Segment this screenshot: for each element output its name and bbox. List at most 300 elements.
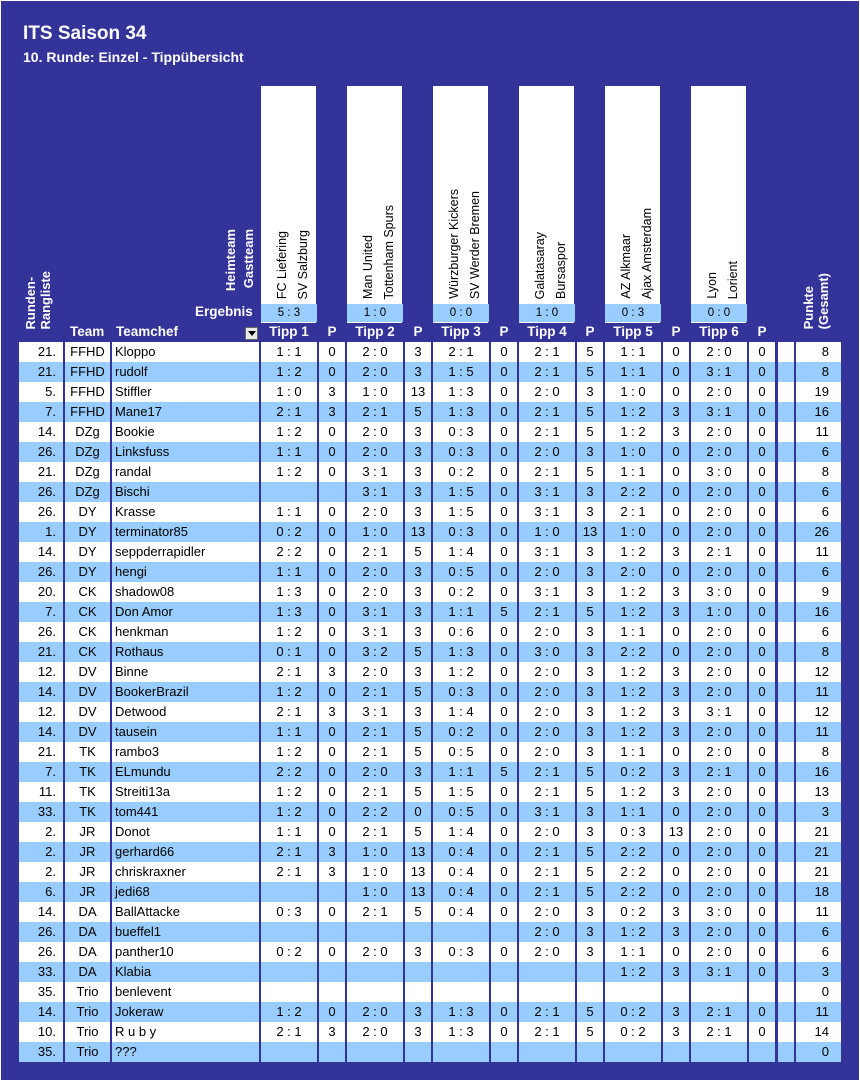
teamchef-cell: benlevent xyxy=(112,982,259,1002)
points-cell: 3 xyxy=(319,842,345,862)
teamchef-cell: Linksfuss xyxy=(112,442,259,462)
tipp-cell: 2 : 0 xyxy=(519,722,575,742)
tipp-cell: 1 : 2 xyxy=(261,462,317,482)
points-cell: 3 xyxy=(577,722,603,742)
points-cell: 0 xyxy=(491,342,517,362)
tipp-cell: 2 : 0 xyxy=(519,382,575,402)
tipp-cell: 1 : 1 xyxy=(605,462,661,482)
tipp-cell: 1 : 1 xyxy=(261,502,317,522)
tipp-header: Tipp 3 xyxy=(441,324,481,339)
tipp-cell: 3 : 1 xyxy=(347,622,403,642)
tipp-cell xyxy=(261,1042,317,1062)
total-points-cell: 3 xyxy=(796,802,841,822)
rank-cell: 21. xyxy=(19,642,63,662)
team-cell: FFHD xyxy=(65,402,110,422)
tipp-cell xyxy=(347,962,403,982)
points-cell: 3 xyxy=(663,902,689,922)
points-cell: 3 xyxy=(319,702,345,722)
tipp-cell: 1 : 1 xyxy=(605,622,661,642)
total-points-cell: 8 xyxy=(796,742,841,762)
points-cell: 0 xyxy=(749,362,775,382)
points-cell: 5 xyxy=(577,1002,603,1022)
tipp-cell: 2 : 2 xyxy=(605,842,661,862)
points-cell: 3 xyxy=(405,1002,431,1022)
tipp-cell: 2 : 0 xyxy=(347,1002,403,1022)
points-cell: 0 xyxy=(749,922,775,942)
points-cell: 0 xyxy=(491,382,517,402)
tipp-cell: 1 : 2 xyxy=(261,682,317,702)
rank-cell: 2. xyxy=(19,842,63,862)
rank-cell: 1. xyxy=(19,522,63,542)
points-cell: 0 xyxy=(319,362,345,382)
tipp-cell: 1 : 0 xyxy=(347,882,403,902)
teamchef-cell: BookerBrazil xyxy=(112,682,259,702)
tipp-cell: 3 : 1 xyxy=(519,542,575,562)
table-row xyxy=(1,542,859,562)
spacer-cell xyxy=(778,1042,794,1062)
points-cell: 5 xyxy=(577,1022,603,1042)
spacer-cell xyxy=(778,742,794,762)
tipp-cell xyxy=(261,922,317,942)
points-cell: 3 xyxy=(663,702,689,722)
teamchef-cell: Binne xyxy=(112,662,259,682)
rank-cell: 14. xyxy=(19,902,63,922)
tipp-cell: 1 : 3 xyxy=(433,402,489,422)
points-cell: 3 xyxy=(405,462,431,482)
points-cell: 3 xyxy=(405,662,431,682)
match-2-header xyxy=(347,86,402,323)
team-cell: DY xyxy=(65,542,110,562)
points-cell: 3 xyxy=(577,562,603,582)
tipp-cell: 2 : 2 xyxy=(261,762,317,782)
tipp-cell: 2 : 1 xyxy=(347,722,403,742)
teamchef-cell: panther10 xyxy=(112,942,259,962)
tipp-cell: 1 : 2 xyxy=(261,422,317,442)
tipp-cell: 1 : 2 xyxy=(261,802,317,822)
points-cell: 3 xyxy=(405,582,431,602)
spacer-cell xyxy=(778,402,794,422)
tipp-cell: 2 : 0 xyxy=(691,882,747,902)
tipp-cell: 0 : 4 xyxy=(433,902,489,922)
tipp-cell: 2 : 0 xyxy=(519,682,575,702)
table-row xyxy=(1,402,859,422)
tipp-cell: 2 : 0 xyxy=(691,802,747,822)
tipp-cell: 2 : 1 xyxy=(261,862,317,882)
rank-cell: 14. xyxy=(19,542,63,562)
points-cell: 5 xyxy=(491,602,517,622)
total-points-cell: 8 xyxy=(796,362,841,382)
points-cell: 3 xyxy=(405,342,431,362)
table-row xyxy=(1,462,859,482)
points-cell xyxy=(319,1042,345,1062)
tipp-cell: 2 : 2 xyxy=(347,802,403,822)
points-cell: 3 xyxy=(663,922,689,942)
points-cell: 3 xyxy=(405,442,431,462)
tipp-cell: 3 : 0 xyxy=(691,462,747,482)
team-cell: DV xyxy=(65,682,110,702)
tipp-cell: 2 : 1 xyxy=(519,1022,575,1042)
team-cell: JR xyxy=(65,882,110,902)
points-cell: 3 xyxy=(405,942,431,962)
points-cell: 0 xyxy=(749,842,775,862)
tipp-cell: 3 : 1 xyxy=(519,482,575,502)
tipp-cell: 1 : 3 xyxy=(433,382,489,402)
tipp-cell: 2 : 0 xyxy=(519,742,575,762)
teamchef-cell: Bischi xyxy=(112,482,259,502)
tipp-cell: 0 : 3 xyxy=(433,942,489,962)
tipp-cell: 2 : 0 xyxy=(519,562,575,582)
points-cell: 5 xyxy=(405,722,431,742)
points-cell: 0 xyxy=(319,1002,345,1022)
points-cell: 0 xyxy=(319,622,345,642)
points-cell: 13 xyxy=(405,522,431,542)
tipp-cell: 1 : 1 xyxy=(605,802,661,822)
team-cell: FFHD xyxy=(65,342,110,362)
total-points-cell: 12 xyxy=(796,702,841,722)
team-cell: CK xyxy=(65,582,110,602)
points-cell: 0 xyxy=(319,782,345,802)
points-cell: 3 xyxy=(405,362,431,382)
team-cell: FFHD xyxy=(65,382,110,402)
tipp-cell xyxy=(261,982,317,1002)
points-header: P xyxy=(413,324,423,339)
tipp-cell: 1 : 0 xyxy=(605,522,661,542)
team-cell: CK xyxy=(65,642,110,662)
points-cell: 0 xyxy=(663,622,689,642)
ergebnis-label: Ergebnis xyxy=(195,304,253,319)
team-cell: DA xyxy=(65,902,110,922)
tipp-cell: 2 : 0 xyxy=(691,662,747,682)
points-cell: 0 xyxy=(749,562,775,582)
total-points-cell: 16 xyxy=(796,402,841,422)
tipp-cell: 2 : 1 xyxy=(433,342,489,362)
tipp-cell: 3 : 1 xyxy=(347,702,403,722)
points-cell xyxy=(319,982,345,1002)
team-cell: DZg xyxy=(65,442,110,462)
spacer-cell xyxy=(778,642,794,662)
teamchef-cell: Don Amor xyxy=(112,602,259,622)
tipp-cell: 1 : 0 xyxy=(605,382,661,402)
tipp-cell: 1 : 2 xyxy=(261,622,317,642)
rank-cell: 14. xyxy=(19,722,63,742)
points-cell xyxy=(491,962,517,982)
tipp-cell: 2 : 0 xyxy=(347,662,403,682)
points-cell: 0 xyxy=(491,842,517,862)
tipp-cell: 1 : 2 xyxy=(605,422,661,442)
tipp-cell: 2 : 1 xyxy=(347,682,403,702)
away-team-label: Lorient xyxy=(726,260,740,299)
points-cell: 3 xyxy=(319,402,345,422)
points-cell: 0 xyxy=(319,742,345,762)
away-team-label: SV Werder Bremen xyxy=(468,190,482,299)
tipp-cell: 1 : 1 xyxy=(261,822,317,842)
team-cell: Trio xyxy=(65,1022,110,1042)
tipp-cell: 0 : 2 xyxy=(605,1002,661,1022)
points-cell: 0 xyxy=(319,502,345,522)
tipp-cell: 2 : 0 xyxy=(691,422,747,442)
tipp-cell: 1 : 1 xyxy=(261,442,317,462)
tipp-cell: 2 : 0 xyxy=(691,382,747,402)
rank-cell: 14. xyxy=(19,682,63,702)
points-cell: 3 xyxy=(577,442,603,462)
points-cell: 3 xyxy=(577,482,603,502)
team-cell: TK xyxy=(65,782,110,802)
spacer-cell xyxy=(778,502,794,522)
tipp-cell: 2 : 0 xyxy=(347,342,403,362)
points-cell: 0 xyxy=(319,602,345,622)
tipp-cell: 1 : 0 xyxy=(347,382,403,402)
points-cell: 0 xyxy=(405,802,431,822)
team-cell: DV xyxy=(65,722,110,742)
points-cell: 0 xyxy=(491,742,517,762)
points-header: P xyxy=(757,324,767,339)
teamchef-cell: randal xyxy=(112,462,259,482)
rank-cell: 11. xyxy=(19,782,63,802)
tipp-cell: 1 : 2 xyxy=(605,722,661,742)
points-cell: 0 xyxy=(663,442,689,462)
points-cell: 0 xyxy=(491,882,517,902)
points-cell: 3 xyxy=(405,422,431,442)
points-cell: 3 xyxy=(577,822,603,842)
points-cell: 5 xyxy=(405,542,431,562)
points-cell: 0 xyxy=(491,562,517,582)
tipp-cell: 2 : 0 xyxy=(519,662,575,682)
points-cell: 13 xyxy=(405,842,431,862)
table-row xyxy=(1,422,859,442)
tipp-cell: 0 : 3 xyxy=(433,522,489,542)
points-cell: 0 xyxy=(663,842,689,862)
points-cell: 13 xyxy=(577,522,603,542)
rank-cell: 26. xyxy=(19,502,63,522)
points-cell: 0 xyxy=(491,702,517,722)
spacer-cell xyxy=(778,562,794,582)
tipp-cell: 3 : 0 xyxy=(691,582,747,602)
rank-cell: 2. xyxy=(19,822,63,842)
points-cell: 0 xyxy=(491,802,517,822)
points-cell: 5 xyxy=(577,362,603,382)
team-cell: Trio xyxy=(65,982,110,1002)
tipp-cell xyxy=(261,482,317,502)
tipp-cell: 3 : 1 xyxy=(519,582,575,602)
points-cell: 3 xyxy=(405,502,431,522)
teamchef-cell: Rothaus xyxy=(112,642,259,662)
points-cell: 0 xyxy=(319,802,345,822)
tipp-cell: 2 : 0 xyxy=(691,922,747,942)
points-cell: 0 xyxy=(749,722,775,742)
total-points-cell: 11 xyxy=(796,542,841,562)
tipp-cell: 2 : 0 xyxy=(691,502,747,522)
tipp-cell: 2 : 1 xyxy=(519,882,575,902)
rank-cell: 26. xyxy=(19,622,63,642)
tipp-cell: 1 : 0 xyxy=(347,842,403,862)
team-cell: TK xyxy=(65,762,110,782)
table-row xyxy=(1,822,859,842)
total-points-cell: 6 xyxy=(796,502,841,522)
points-cell: 0 xyxy=(749,522,775,542)
tipp-cell: 2 : 0 xyxy=(519,922,575,942)
points-cell: 0 xyxy=(749,902,775,922)
spacer-cell xyxy=(778,682,794,702)
points-cell: 0 xyxy=(319,542,345,562)
tipp-cell xyxy=(433,962,489,982)
table-row xyxy=(1,722,859,742)
rank-cell: 7. xyxy=(19,402,63,422)
points-cell xyxy=(491,1042,517,1062)
table-row xyxy=(1,522,859,542)
tipp-cell: 0 : 5 xyxy=(433,742,489,762)
filter-dropdown-button[interactable] xyxy=(245,327,258,340)
tipp-cell: 0 : 3 xyxy=(433,442,489,462)
tipp-cell: 2 : 0 xyxy=(691,622,747,642)
table-row xyxy=(1,762,859,782)
teamchef-cell: ??? xyxy=(112,1042,259,1062)
table-row xyxy=(1,982,859,1002)
spacer-cell xyxy=(778,822,794,842)
tipp-cell: 2 : 0 xyxy=(347,562,403,582)
team-cell: JR xyxy=(65,842,110,862)
team-cell: CK xyxy=(65,602,110,622)
tipp-cell: 1 : 3 xyxy=(261,602,317,622)
page-title: ITS Saison 34 xyxy=(23,23,147,44)
table-row xyxy=(1,842,859,862)
tipp-cell xyxy=(433,1042,489,1062)
points-cell: 0 xyxy=(491,1022,517,1042)
points-cell xyxy=(491,922,517,942)
points-cell: 0 xyxy=(491,402,517,422)
rank-cell: 26. xyxy=(19,442,63,462)
total-points-cell: 6 xyxy=(796,482,841,502)
match-result: 0 : 3 xyxy=(605,304,661,322)
tipp-cell: 2 : 1 xyxy=(519,1002,575,1022)
rank-cell: 33. xyxy=(19,962,63,982)
points-cell: 5 xyxy=(405,402,431,422)
points-cell: 0 xyxy=(491,722,517,742)
tipp-cell: 0 : 2 xyxy=(261,942,317,962)
tipp-cell: 2 : 0 xyxy=(347,762,403,782)
teamchef-cell: Stiffler xyxy=(112,382,259,402)
tipp-cell: 2 : 0 xyxy=(691,842,747,862)
total-points-cell: 9 xyxy=(796,582,841,602)
tipp-cell xyxy=(261,962,317,982)
tipp-cell: 2 : 1 xyxy=(691,542,747,562)
tipp-cell: 2 : 0 xyxy=(347,362,403,382)
rank-cell: 12. xyxy=(19,662,63,682)
points-cell xyxy=(491,982,517,1002)
points-cell: 0 xyxy=(491,462,517,482)
team-cell: DA xyxy=(65,922,110,942)
heimteam-label: Heimteam xyxy=(223,229,238,292)
tipp-cell: 1 : 3 xyxy=(261,582,317,602)
teamchef-cell: tom441 xyxy=(112,802,259,822)
tipp-cell: 2 : 0 xyxy=(691,862,747,882)
points-cell: 3 xyxy=(663,422,689,442)
points-header: P xyxy=(499,324,509,339)
points-cell: 0 xyxy=(749,342,775,362)
rank-cell: 21. xyxy=(19,342,63,362)
match-6-header xyxy=(691,86,746,323)
table-row xyxy=(1,862,859,882)
points-cell: 0 xyxy=(319,342,345,362)
tipp-cell: 0 : 2 xyxy=(605,1022,661,1042)
rank-cell: 20. xyxy=(19,582,63,602)
points-cell: 0 xyxy=(749,682,775,702)
table-row xyxy=(1,642,859,662)
teamchef-cell: Klabia xyxy=(112,962,259,982)
team-cell: Trio xyxy=(65,1042,110,1062)
table-row xyxy=(1,442,859,462)
tipp-cell: 2 : 0 xyxy=(691,442,747,462)
points-cell: 5 xyxy=(405,902,431,922)
points-cell: 0 xyxy=(319,642,345,662)
tipp-cell: 1 : 0 xyxy=(261,382,317,402)
teamchef-cell: seppderrapidler xyxy=(112,542,259,562)
tipp-cell: 1 : 2 xyxy=(261,782,317,802)
points-cell: 5 xyxy=(577,402,603,422)
points-cell: 3 xyxy=(319,382,345,402)
tipp-cell: 0 : 3 xyxy=(605,822,661,842)
tipp-cell: 1 : 0 xyxy=(347,522,403,542)
points-cell: 0 xyxy=(491,902,517,922)
points-cell: 0 xyxy=(319,762,345,782)
points-cell: 3 xyxy=(577,682,603,702)
total-points-cell: 11 xyxy=(796,682,841,702)
match-result: 1 : 0 xyxy=(519,304,575,322)
tipp-cell: 2 : 1 xyxy=(261,842,317,862)
tipp-cell: 0 : 3 xyxy=(433,422,489,442)
tipp-cell: 2 : 0 xyxy=(691,782,747,802)
teamchef-cell: gerhard66 xyxy=(112,842,259,862)
tipp-cell: 2 : 0 xyxy=(605,562,661,582)
tipp-header: Tipp 2 xyxy=(355,324,395,339)
points-cell: 0 xyxy=(749,442,775,462)
tipp-cell: 1 : 0 xyxy=(519,522,575,542)
tipp-cell: 2 : 0 xyxy=(691,722,747,742)
points-cell: 3 xyxy=(577,742,603,762)
points-cell: 5 xyxy=(577,762,603,782)
tipp-cell: 2 : 0 xyxy=(691,342,747,362)
tipp-cell: 2 : 1 xyxy=(519,842,575,862)
team-cell: DA xyxy=(65,962,110,982)
spacer-cell xyxy=(778,902,794,922)
table-row xyxy=(1,902,859,922)
tipp-cell xyxy=(691,982,747,1002)
tipp-cell: 1 : 1 xyxy=(605,742,661,762)
tipp-cell: 1 : 5 xyxy=(433,502,489,522)
points-cell: 5 xyxy=(577,422,603,442)
tipp-cell: 2 : 0 xyxy=(691,822,747,842)
table-row xyxy=(1,362,859,382)
rank-cell: 10. xyxy=(19,1022,63,1042)
tipp-cell: 1 : 2 xyxy=(605,602,661,622)
points-cell: 5 xyxy=(491,762,517,782)
team-cell: JR xyxy=(65,822,110,842)
tipp-cell: 3 : 1 xyxy=(691,362,747,382)
team-cell: Trio xyxy=(65,1002,110,1022)
teamchef-cell: Krasse xyxy=(112,502,259,522)
points-cell: 0 xyxy=(749,942,775,962)
rank-cell: 7. xyxy=(19,602,63,622)
tipp-cell: 0 : 2 xyxy=(433,722,489,742)
tipp-cell: 2 : 1 xyxy=(261,702,317,722)
points-cell: 0 xyxy=(749,762,775,782)
points-cell: 5 xyxy=(577,602,603,622)
match-result: 5 : 3 xyxy=(261,304,317,322)
tipp-cell: 1 : 0 xyxy=(691,602,747,622)
table-row xyxy=(1,742,859,762)
tipp-cell: 2 : 1 xyxy=(519,402,575,422)
tipp-cell: 2 : 1 xyxy=(261,662,317,682)
points-cell: 0 xyxy=(749,622,775,642)
